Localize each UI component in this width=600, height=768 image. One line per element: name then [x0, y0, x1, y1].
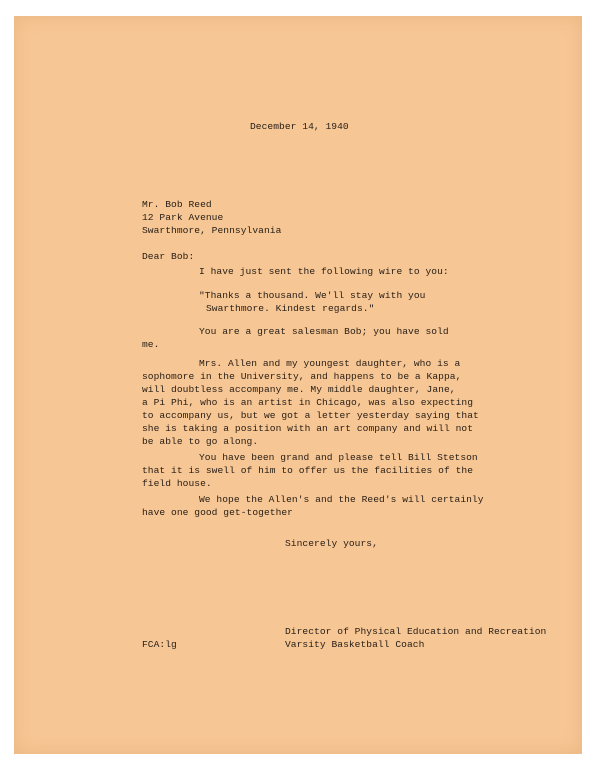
paragraph-3-line-6: she is taking a position with an art company and will not [142, 423, 474, 434]
quote-line-1: "Thanks a thousand. We'll stay with you [199, 290, 426, 301]
paragraph-5-line-1: We hope the Allen's and the Reed's will certainly [199, 494, 484, 505]
recipient-city: Swarthmore, Pennsylvania [142, 225, 282, 236]
paragraph-2-line-2: me. [142, 339, 160, 350]
paragraph-1: I have just sent the following wire to you: [199, 266, 449, 277]
paragraph-3-line-4: a Pi Phi, who is an artist in Chicago, was also expecting [142, 397, 474, 408]
closing: Sincerely yours, [285, 538, 378, 549]
letter-date: December 14, 1940 [250, 121, 349, 132]
recipient-street: 12 Park Avenue [142, 212, 224, 223]
paragraph-3-line-1: Mrs. Allen and my youngest daughter, who is a [199, 358, 461, 369]
paragraph-4-line-2: that it is swell of him to offer us the facilities of the [142, 465, 474, 476]
paragraph-3-line-3: will doubtless accompany me. My middle daughter, Jane, [142, 384, 456, 395]
paragraph-2-line-1: You are a great salesman Bob; you have sold [199, 326, 449, 337]
quote-line-2: Swarthmore. Kindest regards." [206, 303, 375, 314]
paragraph-3-line-7: be able to go along. [142, 436, 259, 447]
recipient-name: Mr. Bob Reed [142, 199, 212, 210]
paragraph-4-line-1: You have been grand and please tell Bill Stetson [199, 452, 478, 463]
letter-page [14, 16, 582, 754]
salutation: Dear Bob: [142, 251, 195, 262]
paragraph-3-line-2: sophomore in the University, and happens to be a Kappa, [142, 371, 462, 382]
typist-initials: FCA:lg [142, 639, 177, 650]
paragraph-4-line-3: field house. [142, 478, 212, 489]
signature-title-line-1: Director of Physical Education and Recreation [285, 626, 547, 637]
paragraph-5-line-2: have one good get-together [142, 507, 293, 518]
signature-title-line-2: Varsity Basketball Coach [285, 639, 425, 650]
paragraph-3-line-5: to accompany us, but we got a letter yesterday saying that [142, 410, 479, 421]
